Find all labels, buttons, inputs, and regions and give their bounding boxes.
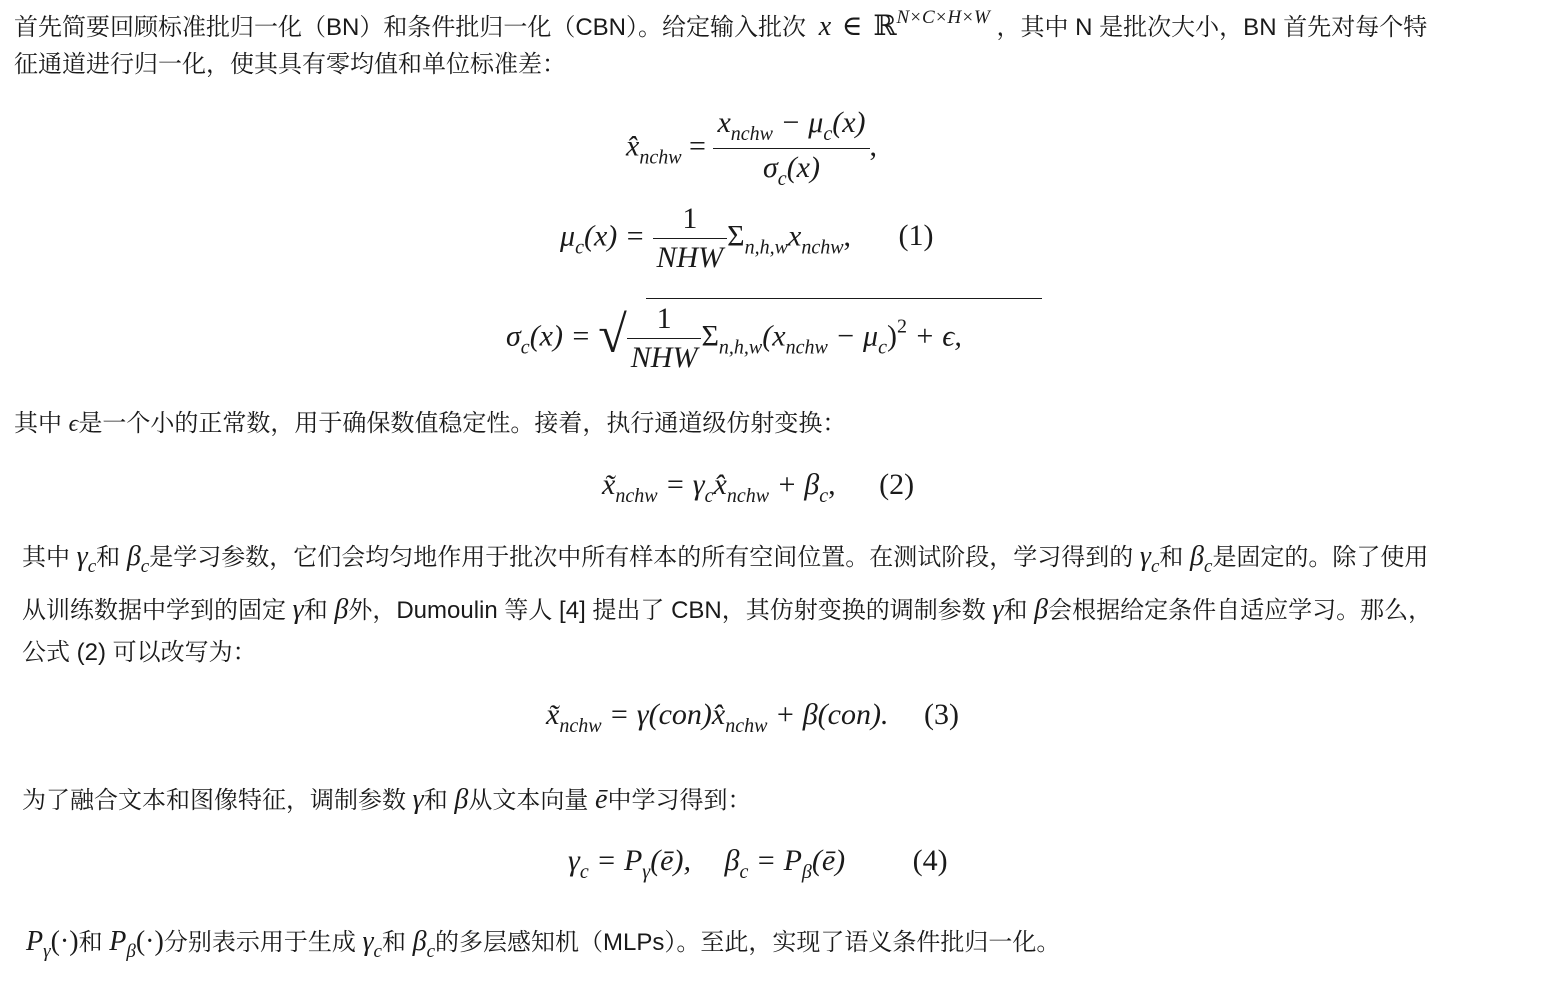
math-beta-con: + β(con). — [767, 698, 889, 731]
math-sum: Σ — [701, 319, 719, 353]
text-span: 和 — [96, 544, 121, 571]
math-reals: ℝ — [873, 11, 897, 42]
math-comma: , — [843, 219, 852, 253]
math-mu: − μ — [827, 319, 879, 353]
math-xhat: x̂ — [711, 698, 726, 731]
sqrt-icon: √ — [598, 306, 627, 364]
paragraph-conclusion — [26, 928, 1060, 961]
math-arg: (ē), — [650, 844, 691, 877]
math-arg: (·) — [50, 926, 79, 957]
math-sub: c — [777, 168, 787, 190]
math-sub: c — [878, 336, 887, 359]
text-span: 为了融合文本和图像特征，调制参数 — [22, 787, 406, 814]
text-span: 外，Dumoulin 等人 [4] 提出了 CBN，其仿射变换的调制参数 — [348, 597, 986, 624]
text-span: 从训练数据中学到的固定 — [22, 597, 286, 624]
math-p: = P — [748, 844, 802, 877]
text-span: 是一个小的正常数，用于确保数值稳定性。接着，执行通道级仿射变换： — [78, 410, 847, 437]
math-beta: + β — [769, 468, 820, 501]
text-span: 会根据给定条件自适应学习。那么， — [1048, 597, 1433, 624]
math-sigma: σ — [763, 151, 778, 184]
math-gamma: = γ — [657, 468, 705, 501]
math-x: x — [787, 219, 802, 253]
text-span: 中学习得到： — [607, 787, 752, 814]
math-sub: nchw — [615, 485, 658, 507]
math-sub: c — [140, 556, 150, 577]
math-gamma: γ — [992, 594, 1004, 625]
math-sub: c — [373, 941, 382, 962]
equation-mean — [560, 204, 934, 273]
math-sub: nchw — [801, 236, 844, 259]
paragraph-cbn-line3: 公式 (2) 可以改写为： — [22, 639, 257, 666]
math-sub: c — [1204, 556, 1213, 577]
math-x: x — [818, 11, 832, 42]
math-sub: c — [579, 861, 589, 883]
text-span: 和 — [78, 929, 103, 956]
math-sub: nchw — [559, 715, 602, 737]
math-sub: nchw — [726, 485, 770, 507]
math-beta: β — [1034, 594, 1049, 625]
math-comma: , — [828, 468, 836, 501]
text-span: 是固定的。除了使用 — [1212, 544, 1429, 571]
text-span: 是学习参数，它们会均匀地作用于批次中所有样本的所有空间位置。在测试阶段，学习得到的 — [149, 544, 1134, 571]
math-sub: nchw — [639, 146, 682, 169]
text-span: 和 — [381, 929, 406, 956]
text-span: 和 — [423, 787, 448, 814]
equation-number: (3) — [923, 698, 959, 731]
math-sub: nchw — [730, 123, 774, 145]
math-xtilde: x̃ — [546, 698, 560, 731]
math-sub: c — [704, 485, 714, 507]
math-p: = P — [588, 844, 643, 877]
equation-affine — [602, 470, 914, 506]
text-span: 的多层感知机（MLPs）。至此，实现了语义条件批归一化。 — [435, 929, 1061, 956]
math-xhat: x̂ — [713, 468, 727, 501]
paragraph-fusion — [22, 786, 751, 814]
math-gamma-con: = γ(con) — [601, 698, 712, 731]
math-arg: (x) — [786, 151, 820, 184]
text-span: 其中 — [22, 544, 70, 571]
math-arg: (·) — [135, 926, 164, 957]
math-ebar: ē — [595, 784, 608, 815]
equation-cbn — [546, 700, 959, 736]
math-sub: n,h,w — [718, 336, 763, 359]
math-dims: N×C×H×W — [896, 7, 990, 28]
math-sub: β — [126, 941, 136, 962]
math-beta: β — [1190, 541, 1204, 572]
math-one: 1 — [653, 204, 728, 239]
math-x: (x — [762, 319, 786, 353]
equation-std — [506, 304, 962, 373]
math-sub: β — [801, 861, 812, 883]
math-gamma: γ — [76, 541, 88, 572]
fraction-mean — [653, 204, 728, 273]
math-epsilon: ϵ — [68, 411, 79, 437]
math-nhw: NHW — [656, 241, 724, 274]
math-sub: nchw — [785, 336, 828, 359]
paragraph-cbn-line1 — [22, 543, 1428, 576]
text-span: 和 — [303, 597, 328, 624]
sqrt-overline — [646, 298, 1042, 299]
math-p: P — [26, 926, 44, 957]
math-epsilon: + ϵ, — [907, 319, 962, 353]
math-gamma: γ — [412, 784, 424, 815]
math-arg: (x) — [832, 106, 866, 139]
math-comma: , — [869, 129, 878, 163]
math-beta: β — [126, 541, 141, 572]
math-sub: c — [87, 556, 97, 577]
fraction-std — [627, 304, 702, 373]
text-span: 和 — [1003, 597, 1028, 624]
math-mu: μ — [560, 219, 576, 253]
math-arg: (x) = — [529, 319, 591, 353]
text-span: 首先简要回顾标准批归一化（BN）和条件批归一化（CBN）。给定输入批次 — [14, 14, 807, 41]
equation-number: (1) — [898, 219, 934, 253]
math-beta: β — [412, 926, 427, 957]
paragraph-epsilon — [14, 412, 846, 436]
math-beta: β — [724, 844, 740, 877]
math-sub: c — [575, 236, 584, 259]
text-span: 和 — [1159, 544, 1184, 571]
math-arg: (x) = — [583, 219, 645, 253]
math-sub: n,h,w — [744, 236, 788, 259]
math-in: ∈ — [841, 11, 863, 42]
math-nhw: NHW — [630, 341, 698, 374]
math-sub: γ — [642, 861, 651, 883]
math-paren: ) — [887, 319, 897, 353]
text-span: 其中 — [14, 410, 62, 437]
math-arg: (ē) — [811, 844, 846, 877]
paragraph-cbn-line2 — [22, 596, 1432, 624]
equation-number: (2) — [879, 468, 915, 501]
text-span: 从文本向量 — [468, 787, 589, 814]
math-x: x — [717, 106, 731, 139]
math-beta: β — [334, 594, 349, 625]
math-gamma: γ — [568, 844, 580, 877]
math-sub: c — [426, 941, 436, 962]
paragraph-intro-line1 — [14, 8, 1427, 41]
math-mu: − μ — [773, 106, 824, 139]
paragraph-intro-line2: 征通道进行归一化，使其具有零均值和单位标准差： — [14, 51, 566, 78]
math-sub: nchw — [725, 715, 768, 737]
math-gamma: γ — [1139, 541, 1151, 572]
math-sub: c — [819, 485, 829, 507]
math-xtilde: x̃ — [602, 468, 616, 501]
equation-mlp — [568, 846, 948, 882]
math-one: 1 — [627, 304, 702, 339]
fraction-normalize — [713, 108, 869, 189]
equation-normalize: $x̂_{nchw}$ = $\frac{x_{nchw} - \mu_c(x)}{\sigma_c(x)}$ , — [626, 106, 878, 190]
math-sum: Σ — [727, 219, 745, 253]
math-sub: c — [1150, 556, 1160, 577]
math-sub: c — [520, 336, 530, 359]
math-sub: c — [739, 861, 749, 883]
math-sub: γ — [43, 941, 51, 962]
math-square: 2 — [897, 315, 907, 338]
equation-number: (4) — [912, 844, 948, 877]
math-beta: β — [454, 784, 469, 815]
math-gamma: γ — [362, 926, 374, 957]
math-gamma: γ — [292, 594, 304, 625]
math-sub: c — [823, 123, 833, 145]
text-span: 分别表示用于生成 — [163, 929, 356, 956]
math-xhat: x̂ — [626, 129, 640, 163]
math-p: P — [109, 926, 127, 957]
math-sigma: σ — [506, 319, 521, 353]
text-span: ，其中 N 是批次大小，BN 首先对每个特 — [996, 14, 1428, 41]
